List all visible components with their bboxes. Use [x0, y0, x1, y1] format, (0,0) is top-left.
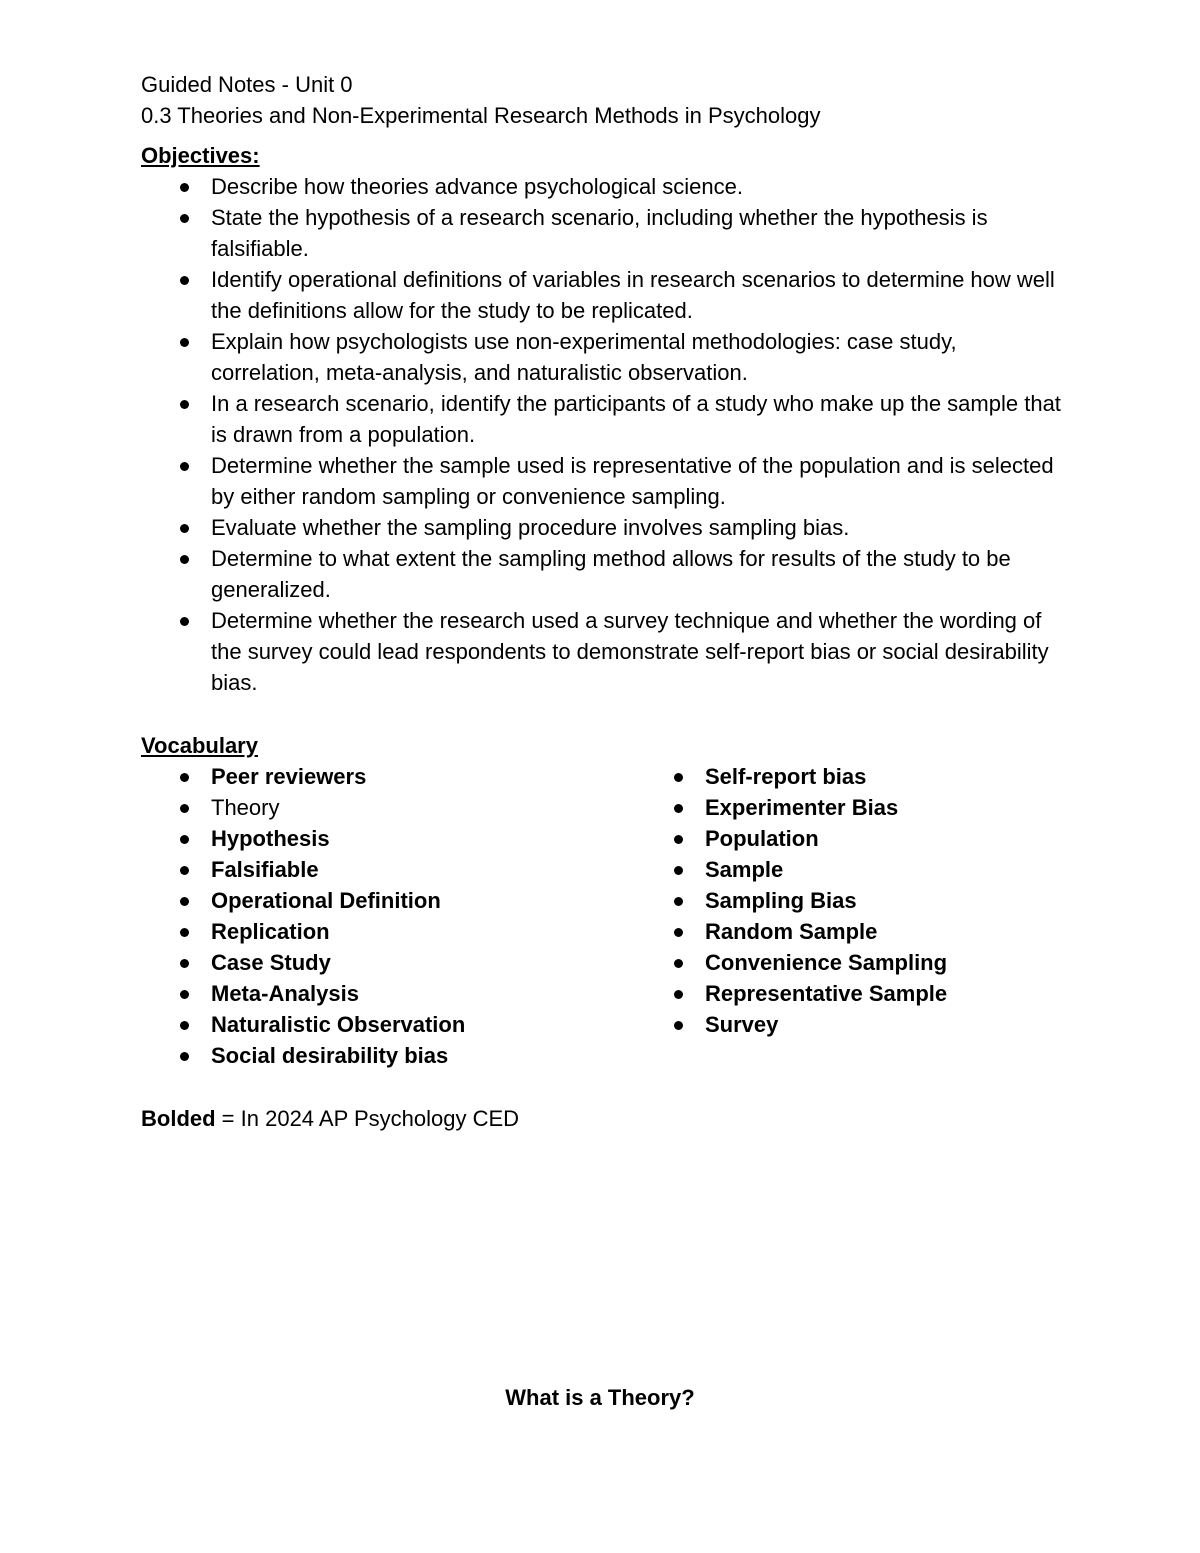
- vocab-term: [141, 854, 601, 885]
- vocab-term-text: Sampling Bias: [705, 888, 857, 913]
- bullet-icon: [674, 990, 683, 999]
- vocab-term-text: Self-report bias: [705, 764, 867, 789]
- legend-text: = In 2024 AP Psychology CED: [215, 1106, 520, 1131]
- bullet-icon: [180, 1021, 189, 1030]
- vocab-term: [141, 1009, 601, 1040]
- bullet-icon: [180, 276, 189, 285]
- objective-item: [141, 543, 1061, 605]
- vocabulary-list-right: [635, 761, 1095, 1040]
- objective-text: Identify operational definitions of variables in research scenarios to determine how well the definitions allow for the study to be replicated.: [211, 267, 1055, 323]
- bullet-icon: [180, 928, 189, 937]
- vocab-term: [141, 947, 601, 978]
- bullet-icon: [180, 462, 189, 471]
- vocab-term-text: Case Study: [211, 950, 331, 975]
- vocab-term: [141, 1040, 601, 1071]
- bullet-icon: [674, 959, 683, 968]
- vocab-term-text: Population: [705, 826, 819, 851]
- vocab-term: [635, 1009, 1095, 1040]
- bullet-icon: [674, 1021, 683, 1030]
- bullet-icon: [180, 617, 189, 626]
- bullet-icon: [180, 897, 189, 906]
- vocab-term: [635, 823, 1095, 854]
- bullet-icon: [674, 804, 683, 813]
- vocab-term-text: Social desirability bias: [211, 1043, 449, 1068]
- vocab-term: [141, 823, 601, 854]
- document-header-topic: 0.3 Theories and Non-Experimental Research Methods in Psychology: [141, 103, 821, 128]
- vocab-term: [635, 916, 1095, 947]
- bullet-icon: [180, 555, 189, 564]
- bullet-icon: [674, 773, 683, 782]
- bullet-icon: [674, 835, 683, 844]
- document-header-unit: Guided Notes - Unit 0: [141, 72, 353, 97]
- vocab-term-text: Replication: [211, 919, 330, 944]
- bullet-icon: [180, 835, 189, 844]
- bullet-icon: [180, 804, 189, 813]
- objective-item: [141, 264, 1061, 326]
- vocab-term-text: Random Sample: [705, 919, 878, 944]
- bullet-icon: [180, 773, 189, 782]
- objective-text: State the hypothesis of a research scenario, including whether the hypothesis is falsifiable.: [211, 205, 988, 261]
- vocab-term: [635, 854, 1095, 885]
- objective-item: [141, 512, 1061, 543]
- vocabulary-heading: Vocabulary: [141, 733, 258, 758]
- vocab-term: [635, 761, 1095, 792]
- bullet-icon: [180, 524, 189, 533]
- objective-text: In a research scenario, identify the participants of a study who make up the sample that is drawn from a population.: [211, 391, 1061, 447]
- vocab-term-text: Survey: [705, 1012, 779, 1037]
- bullet-icon: [180, 959, 189, 968]
- legend-bold-word: Bolded: [141, 1106, 216, 1131]
- objective-text: Evaluate whether the sampling procedure involves sampling bias.: [211, 515, 850, 540]
- objective-item: [141, 171, 1061, 202]
- bullet-icon: [674, 928, 683, 937]
- bullet-icon: [180, 338, 189, 347]
- objective-item: [141, 388, 1061, 450]
- vocab-term: [141, 916, 601, 947]
- vocab-term: [635, 792, 1095, 823]
- objective-text: Determine whether the sample used is representative of the population and is selected by either random sampling or convenience sampling.: [211, 453, 1054, 509]
- vocab-term-text: Operational Definition: [211, 888, 441, 913]
- vocab-term-text: Theory: [211, 795, 280, 820]
- objective-text: Describe how theories advance psychological science.: [211, 174, 743, 199]
- bullet-icon: [674, 897, 683, 906]
- vocab-term-text: Experimenter Bias: [705, 795, 899, 820]
- objective-text: Determine to what extent the sampling method allows for results of the study to be generalized.: [211, 546, 1011, 602]
- vocab-term: [141, 792, 601, 823]
- vocab-term: [635, 978, 1095, 1009]
- vocab-term: [141, 761, 601, 792]
- objective-item: [141, 450, 1061, 512]
- vocab-term-text: Convenience Sampling: [705, 950, 948, 975]
- bold-legend: [141, 1103, 519, 1134]
- vocab-term-text: Peer reviewers: [211, 764, 367, 789]
- vocab-term: [141, 885, 601, 916]
- vocab-term: [141, 978, 601, 1009]
- bullet-icon: [180, 990, 189, 999]
- objectives-list: [141, 171, 1061, 698]
- objective-item: [141, 326, 1061, 388]
- bullet-icon: [180, 400, 189, 409]
- vocab-term: [635, 885, 1095, 916]
- vocab-term-text: Naturalistic Observation: [211, 1012, 466, 1037]
- bullet-icon: [180, 183, 189, 192]
- vocabulary-list-left: [141, 761, 601, 1071]
- vocab-term-text: Falsifiable: [211, 857, 319, 882]
- bullet-icon: [674, 866, 683, 875]
- objective-item: [141, 605, 1061, 698]
- objective-item: [141, 202, 1061, 264]
- vocab-term-text: Hypothesis: [211, 826, 330, 851]
- objectives-heading: Objectives:: [141, 143, 260, 168]
- bullet-icon: [180, 214, 189, 223]
- vocab-term-text: Representative Sample: [705, 981, 948, 1006]
- objective-text: Determine whether the research used a survey technique and whether the wording of the survey could lead respondents to demonstrate self-report bias or social desirability bias.: [211, 608, 1049, 695]
- vocab-term-text: Meta-Analysis: [211, 981, 359, 1006]
- section-title: What is a Theory?: [505, 1385, 695, 1410]
- objective-text: Explain how psychologists use non-experimental methodologies: case study, correlation, meta-analysis, and naturalistic observation.: [211, 329, 957, 385]
- vocab-term-text: Sample: [705, 857, 784, 882]
- bullet-icon: [180, 866, 189, 875]
- bullet-icon: [180, 1052, 189, 1061]
- vocab-term: [635, 947, 1095, 978]
